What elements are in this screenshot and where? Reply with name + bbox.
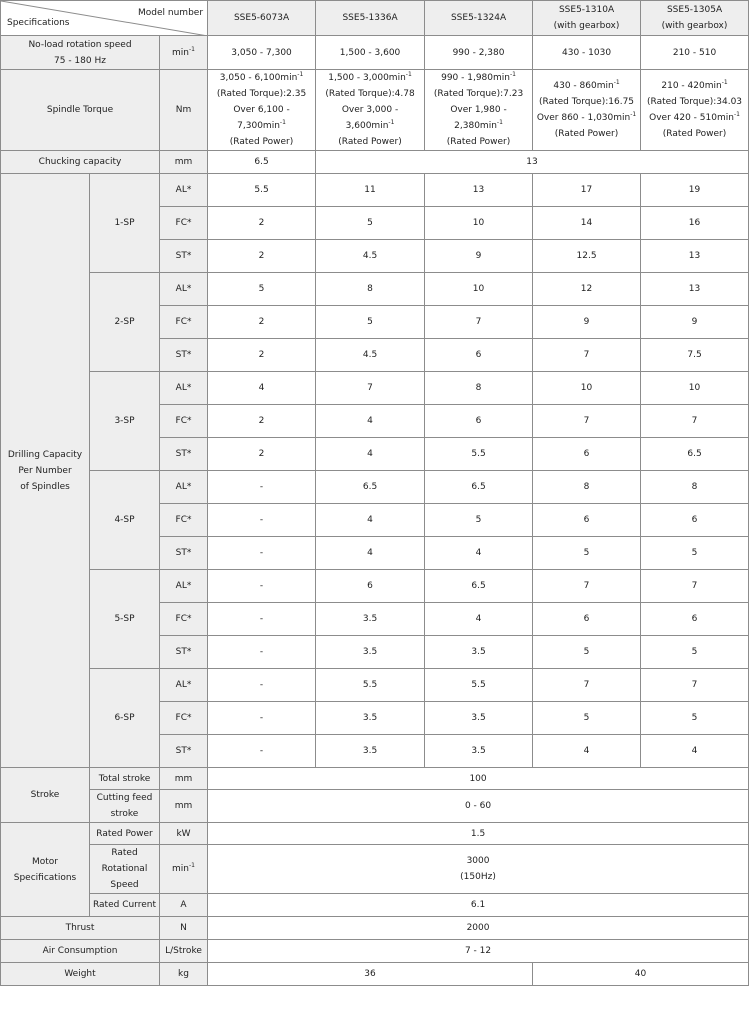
value-cell: 6 bbox=[425, 339, 533, 372]
value-cell: 5 bbox=[641, 636, 749, 669]
material-label: FC* bbox=[160, 405, 208, 438]
unit-cell: N bbox=[160, 917, 208, 940]
value-cell: 7 bbox=[533, 405, 641, 438]
drilling-row bbox=[1, 471, 749, 504]
model-header: SSE5-6073A bbox=[208, 1, 316, 36]
value-cell: 10 bbox=[533, 372, 641, 405]
unit-cell: $\min^{-1}$ bbox=[160, 845, 208, 894]
value-cell: 3.5 bbox=[316, 603, 425, 636]
value-cell: 6.1 bbox=[208, 894, 749, 917]
value-cell: 40 bbox=[533, 963, 749, 986]
value-cell: 3,050 - 7,300 bbox=[208, 36, 316, 70]
drilling-row bbox=[1, 372, 749, 405]
value-cell: 10 bbox=[641, 372, 749, 405]
value-cell: 6.5 bbox=[425, 471, 533, 504]
cutting-stroke-label: Cutting feed stroke bbox=[90, 790, 160, 823]
value-cell: 5.5 bbox=[208, 174, 316, 207]
value-cell: 7.5 bbox=[641, 339, 749, 372]
drilling-row bbox=[1, 669, 749, 702]
value-cell: 2 bbox=[208, 207, 316, 240]
spindle-group-label: 6-SP bbox=[90, 669, 160, 768]
value-cell: 1,500 - 3,600 bbox=[316, 36, 425, 70]
value-cell: 7 bbox=[316, 372, 425, 405]
value-cell: 2 bbox=[208, 339, 316, 372]
value-cell: 19 bbox=[641, 174, 749, 207]
value-cell: - bbox=[208, 471, 316, 504]
value-cell: 3.5 bbox=[425, 636, 533, 669]
material-label: AL* bbox=[160, 669, 208, 702]
spindle-group-label: 4-SP bbox=[90, 471, 160, 570]
value-cell: 4 bbox=[425, 603, 533, 636]
value-cell: 100 bbox=[208, 768, 749, 790]
value-cell: 6 bbox=[641, 603, 749, 636]
value-cell: 4.5 bbox=[316, 240, 425, 273]
model-header: SSE5-1310A (with gearbox) bbox=[533, 1, 641, 36]
value-cell: 6 bbox=[641, 504, 749, 537]
value-cell: 7 bbox=[641, 669, 749, 702]
drilling-row bbox=[1, 174, 749, 207]
drilling-row bbox=[1, 273, 749, 306]
no-load-speed-label: No-load rotation speed 75 - 180 Hz bbox=[1, 36, 160, 70]
unit-cell: mm bbox=[160, 790, 208, 823]
drilling-row bbox=[1, 570, 749, 603]
value-cell: 7 bbox=[641, 405, 749, 438]
value-cell: 5 bbox=[425, 504, 533, 537]
value-cell: 4 bbox=[425, 537, 533, 570]
value-cell: 4 bbox=[533, 735, 641, 768]
value-cell: 7 bbox=[425, 306, 533, 339]
value-cell: 5 bbox=[641, 537, 749, 570]
unit-cell: mm bbox=[160, 151, 208, 174]
unit-cell: Nm bbox=[160, 70, 208, 151]
material-label: ST* bbox=[160, 240, 208, 273]
rated-speed-label: Rated Rotational Speed bbox=[90, 845, 160, 894]
spindle-torque-label: Spindle Torque bbox=[1, 70, 160, 151]
model-header: SSE5-1324A bbox=[425, 1, 533, 36]
total-stroke-row bbox=[1, 768, 749, 790]
value-cell: 13 bbox=[641, 240, 749, 273]
unit-cell: L/Stroke bbox=[160, 940, 208, 963]
value-cell: 5 bbox=[533, 702, 641, 735]
value-cell: 7 bbox=[533, 339, 641, 372]
value-cell: 4.5 bbox=[316, 339, 425, 372]
value-cell: 990 - 2,380 bbox=[425, 36, 533, 70]
material-label: AL* bbox=[160, 273, 208, 306]
material-label: AL* bbox=[160, 570, 208, 603]
value-cell: - bbox=[208, 603, 316, 636]
value-cell: 11 bbox=[316, 174, 425, 207]
torque-cell: $1,500 - 3,000\min^{-1}$ (Rated Torque):4.78 Over $3,000 - 3,600\min^{-1}$ (Rated Power) bbox=[316, 70, 425, 151]
value-cell: 5 bbox=[316, 306, 425, 339]
material-label: ST* bbox=[160, 339, 208, 372]
value-cell: 3.5 bbox=[425, 702, 533, 735]
model-header: SSE5-1305A (with gearbox) bbox=[641, 1, 749, 36]
air-consumption-label: Air Consumption bbox=[1, 940, 160, 963]
value-cell: 6 bbox=[316, 570, 425, 603]
unit-cell: kW bbox=[160, 823, 208, 845]
value-cell: 5 bbox=[533, 537, 641, 570]
value-cell: 2 bbox=[208, 306, 316, 339]
value-cell: 4 bbox=[316, 537, 425, 570]
corner-cell bbox=[1, 1, 208, 36]
value-cell: 10 bbox=[425, 207, 533, 240]
value-cell: - bbox=[208, 702, 316, 735]
value-cell: - bbox=[208, 669, 316, 702]
value-cell: 3.5 bbox=[316, 735, 425, 768]
spindle-torque-row bbox=[1, 70, 749, 151]
value-cell: 1.5 bbox=[208, 823, 749, 845]
value-cell: 6 bbox=[533, 603, 641, 636]
value-cell: 7 bbox=[533, 669, 641, 702]
thrust-row bbox=[1, 917, 749, 940]
spindle-group-label: 2-SP bbox=[90, 273, 160, 372]
drilling-capacity-label: Drilling Capacity Per Number of Spindles bbox=[1, 174, 90, 768]
value-cell: 2 bbox=[208, 405, 316, 438]
value-cell: 4 bbox=[316, 504, 425, 537]
material-label: FC* bbox=[160, 207, 208, 240]
rated-power-label: Rated Power bbox=[90, 823, 160, 845]
header-row bbox=[1, 1, 749, 36]
value-cell: 12 bbox=[533, 273, 641, 306]
stroke-label: Stroke bbox=[1, 768, 90, 823]
unit-cell: mm bbox=[160, 768, 208, 790]
value-cell: 5.5 bbox=[425, 438, 533, 471]
value-cell: 210 - 510 bbox=[641, 36, 749, 70]
value-cell: 7 bbox=[641, 570, 749, 603]
value-cell: 0 - 60 bbox=[208, 790, 749, 823]
value-cell: 6.5 bbox=[208, 151, 316, 174]
chucking-label: Chucking capacity bbox=[1, 151, 160, 174]
value-cell: 5 bbox=[641, 702, 749, 735]
material-label: FC* bbox=[160, 603, 208, 636]
value-cell: 3000 (150Hz) bbox=[208, 845, 749, 894]
material-label: ST* bbox=[160, 438, 208, 471]
model-number-label: Model number bbox=[138, 8, 204, 18]
rated-power-row bbox=[1, 823, 749, 845]
value-cell: 9 bbox=[641, 306, 749, 339]
material-label: AL* bbox=[160, 372, 208, 405]
torque-cell: $210 - 420\min^{-1}$ (Rated Torque):34.03 Over $420 - 510\min^{-1}$ (Rated Power) bbox=[641, 70, 749, 151]
rated-current-row bbox=[1, 894, 749, 917]
rated-speed-row bbox=[1, 845, 749, 894]
material-label: FC* bbox=[160, 306, 208, 339]
unit-cell: A bbox=[160, 894, 208, 917]
value-cell: 7 bbox=[533, 570, 641, 603]
weight-row bbox=[1, 963, 749, 986]
value-cell: - bbox=[208, 636, 316, 669]
value-cell: 3.5 bbox=[316, 636, 425, 669]
value-cell: 4 bbox=[208, 372, 316, 405]
chucking-row bbox=[1, 151, 749, 174]
value-cell: 6 bbox=[533, 504, 641, 537]
value-cell: 9 bbox=[425, 240, 533, 273]
weight-label: Weight bbox=[1, 963, 160, 986]
value-cell: 16 bbox=[641, 207, 749, 240]
model-header: SSE5-1336A bbox=[316, 1, 425, 36]
value-cell: 2000 bbox=[208, 917, 749, 940]
thrust-label: Thrust bbox=[1, 917, 160, 940]
value-cell: 5.5 bbox=[316, 669, 425, 702]
value-cell: 2 bbox=[208, 240, 316, 273]
value-cell: 3.5 bbox=[425, 735, 533, 768]
material-label: ST* bbox=[160, 537, 208, 570]
material-label: FC* bbox=[160, 504, 208, 537]
specifications-label: Specifications bbox=[7, 18, 70, 28]
value-cell: 3.5 bbox=[316, 702, 425, 735]
no-load-speed-row bbox=[1, 36, 749, 70]
value-cell: 2 bbox=[208, 438, 316, 471]
spindle-group-label: 1-SP bbox=[90, 174, 160, 273]
material-label: AL* bbox=[160, 471, 208, 504]
value-cell: 13 bbox=[316, 151, 749, 174]
value-cell: 13 bbox=[641, 273, 749, 306]
unit-cell: $\min^{-1}$ bbox=[160, 36, 208, 70]
value-cell: 4 bbox=[316, 405, 425, 438]
material-label: AL* bbox=[160, 174, 208, 207]
value-cell: 4 bbox=[316, 438, 425, 471]
spindle-group-label: 3-SP bbox=[90, 372, 160, 471]
rated-current-label: Rated Current bbox=[90, 894, 160, 917]
value-cell: 36 bbox=[208, 963, 533, 986]
value-cell: 5 bbox=[208, 273, 316, 306]
value-cell: 10 bbox=[425, 273, 533, 306]
material-label: ST* bbox=[160, 735, 208, 768]
motor-label: Motor Specifications bbox=[1, 823, 90, 917]
value-cell: 9 bbox=[533, 306, 641, 339]
value-cell: 6.5 bbox=[425, 570, 533, 603]
value-cell: 14 bbox=[533, 207, 641, 240]
value-cell: 6 bbox=[425, 405, 533, 438]
value-cell: 17 bbox=[533, 174, 641, 207]
material-label: ST* bbox=[160, 636, 208, 669]
value-cell: 6 bbox=[533, 438, 641, 471]
total-stroke-label: Total stroke bbox=[90, 768, 160, 790]
value-cell: - bbox=[208, 570, 316, 603]
value-cell: 4 bbox=[641, 735, 749, 768]
value-cell: 5 bbox=[316, 207, 425, 240]
value-cell: 6.5 bbox=[641, 438, 749, 471]
spindle-group-label: 5-SP bbox=[90, 570, 160, 669]
value-cell: 8 bbox=[316, 273, 425, 306]
value-cell: 430 - 1030 bbox=[533, 36, 641, 70]
value-cell: 5.5 bbox=[425, 669, 533, 702]
value-cell: 8 bbox=[533, 471, 641, 504]
value-cell: - bbox=[208, 735, 316, 768]
material-label: FC* bbox=[160, 702, 208, 735]
value-cell: 5 bbox=[533, 636, 641, 669]
value-cell: 7 - 12 bbox=[208, 940, 749, 963]
unit-cell: kg bbox=[160, 963, 208, 986]
value-cell: - bbox=[208, 504, 316, 537]
value-cell: - bbox=[208, 537, 316, 570]
value-cell: 13 bbox=[425, 174, 533, 207]
value-cell: 6.5 bbox=[316, 471, 425, 504]
value-cell: 8 bbox=[425, 372, 533, 405]
cutting-stroke-row bbox=[1, 790, 749, 823]
value-cell: 8 bbox=[641, 471, 749, 504]
torque-cell: $3,050 - 6,100\min^{-1}$ (Rated Torque):2.35 Over $6,100 - 7,300\min^{-1}$ (Rated Power) bbox=[208, 70, 316, 151]
air-consumption-row bbox=[1, 940, 749, 963]
value-cell: 12.5 bbox=[533, 240, 641, 273]
torque-cell: $990 - 1,980\min^{-1}$ (Rated Torque):7.23 Over $1,980 - 2,380\min^{-1}$ (Rated Power) bbox=[425, 70, 533, 151]
torque-cell: $430 - 860\min^{-1}$ (Rated Torque):16.75 Over $860 - 1,030\min^{-1}$ (Rated Power) bbox=[533, 70, 641, 151]
